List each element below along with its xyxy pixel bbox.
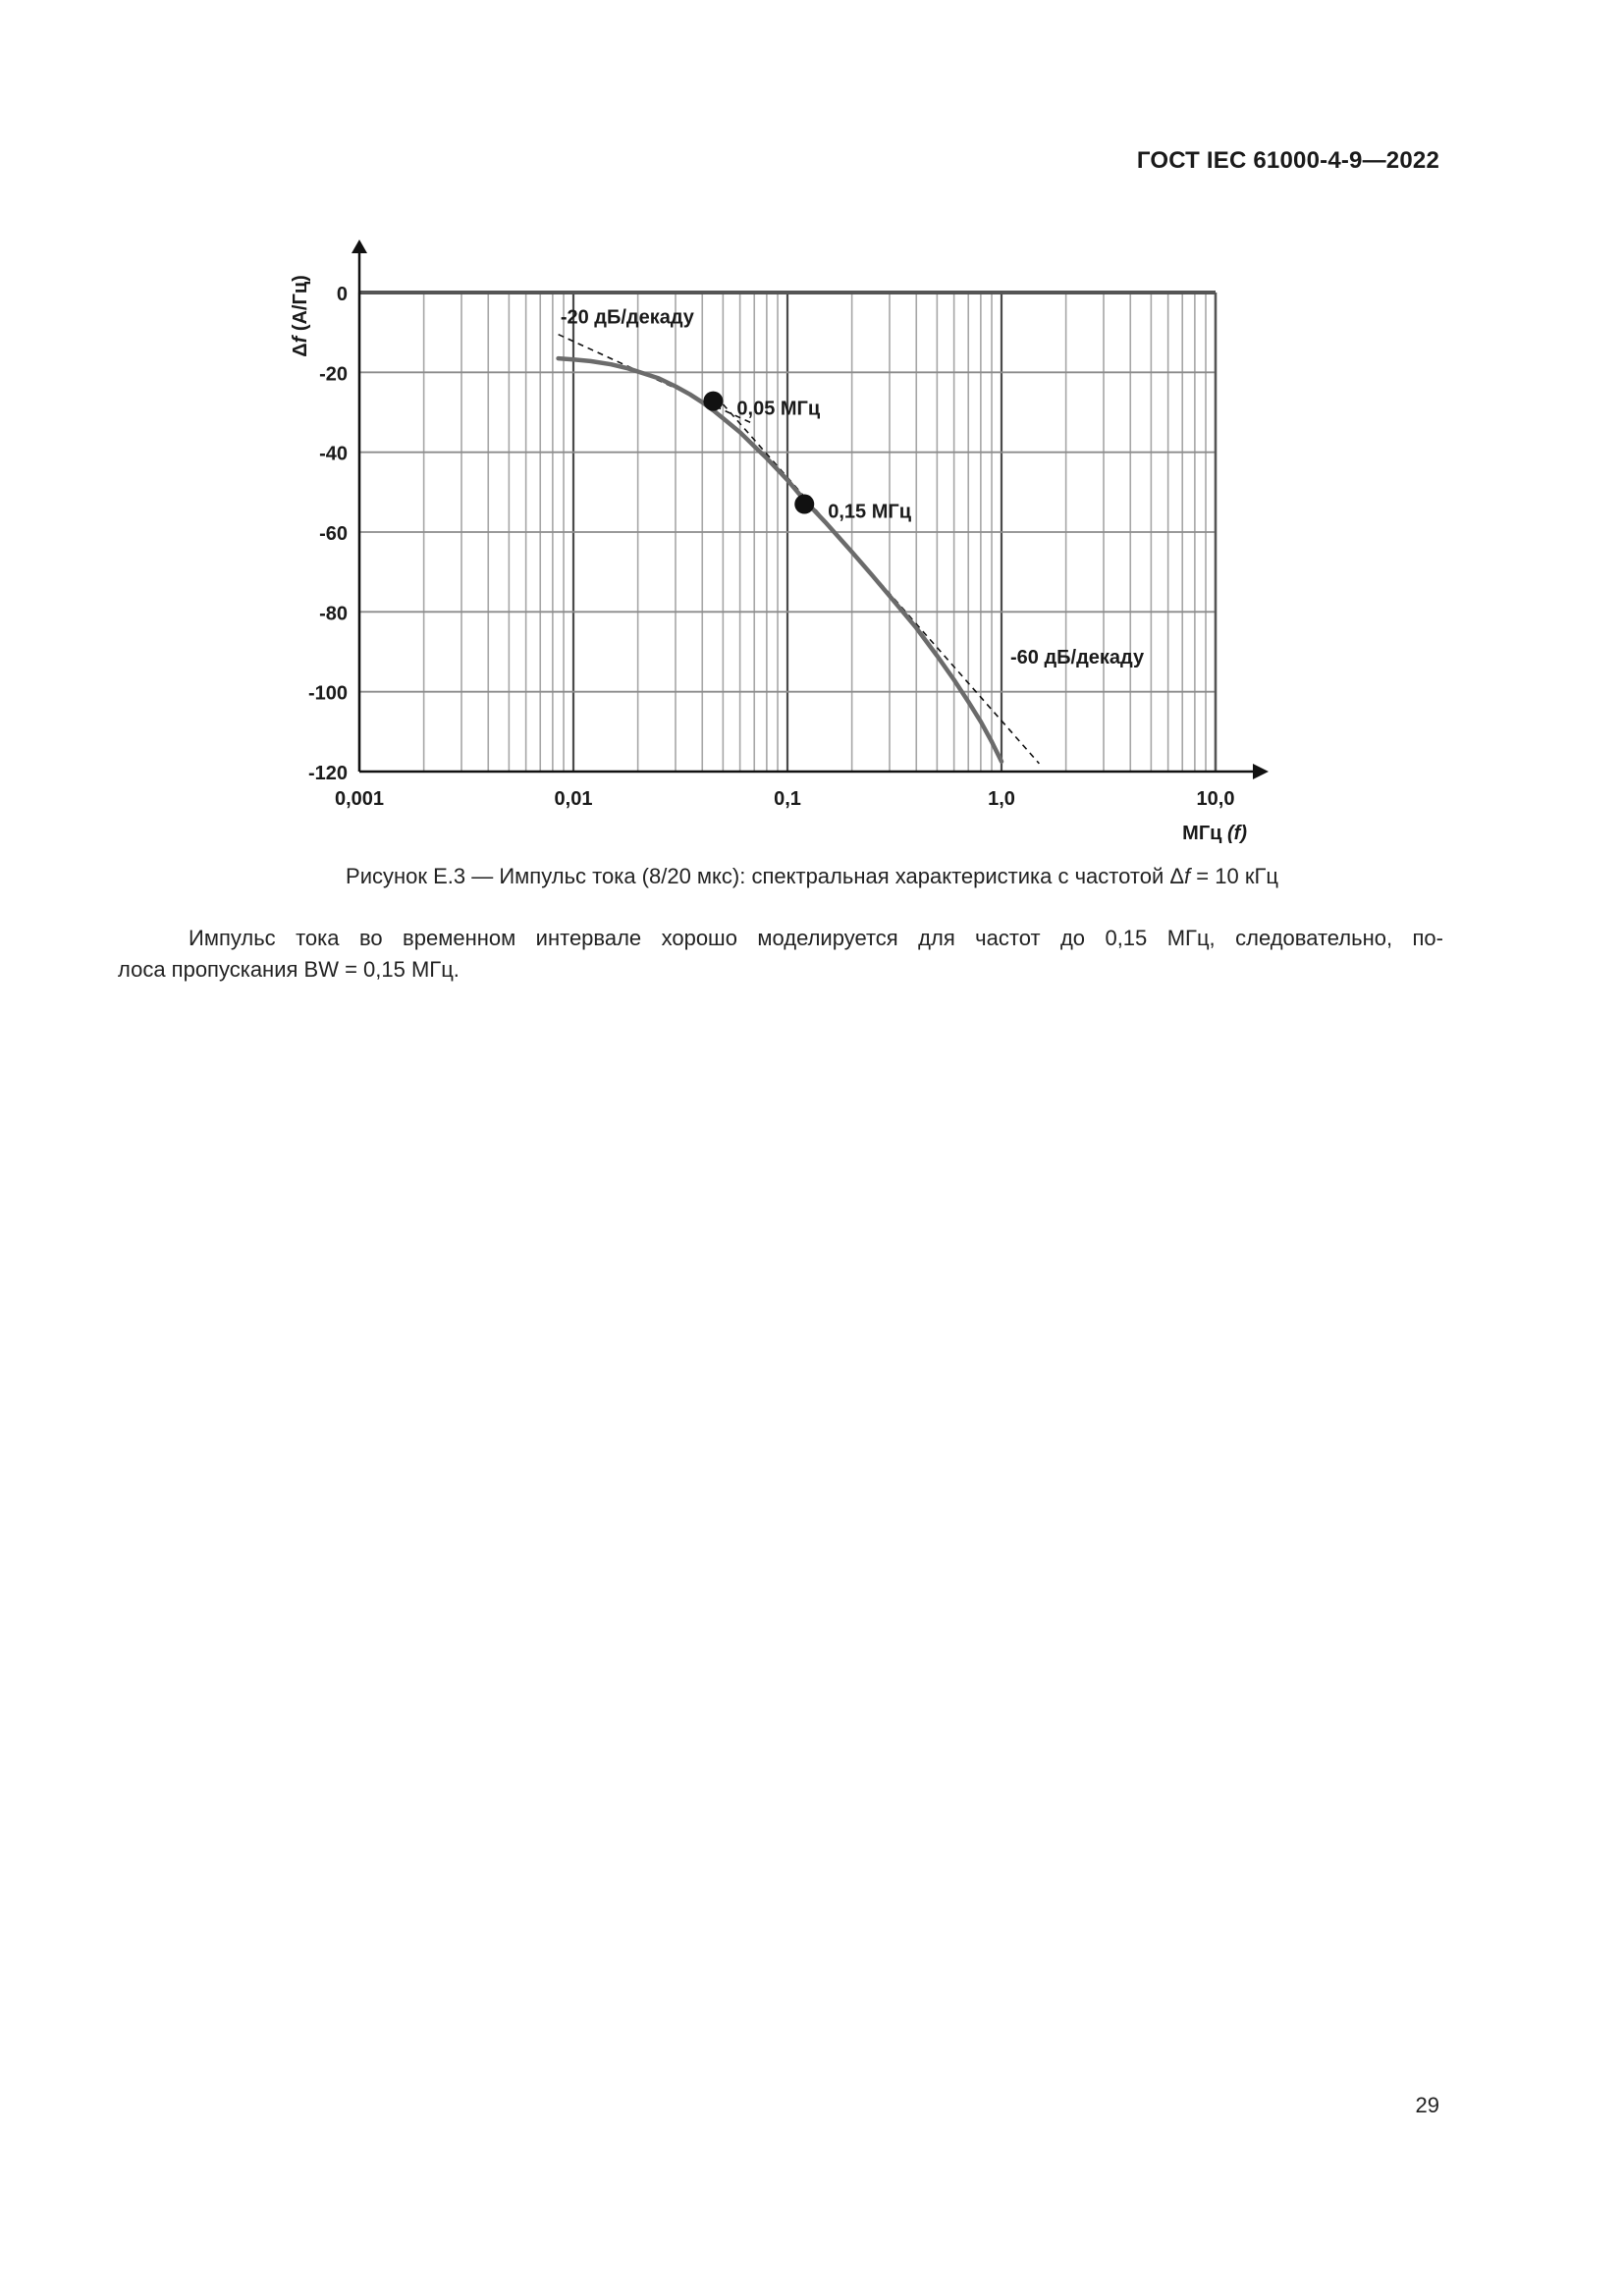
y-tick-label: 0 xyxy=(336,284,348,305)
caption-delta: Δ xyxy=(1169,864,1185,888)
marker-point xyxy=(703,392,723,411)
x-tick-label: 1,0 xyxy=(988,788,1015,810)
caption-suffix: = 10 кГц xyxy=(1190,864,1278,888)
y-tick-label: -20 xyxy=(319,363,348,386)
caption-var: f xyxy=(1184,864,1191,888)
x-tick-label: 10,0 xyxy=(1196,788,1235,810)
y-axis-arrow xyxy=(352,240,367,253)
x-tick-label: 0,001 xyxy=(334,788,385,810)
marker-label: 0,15 МГц xyxy=(828,501,912,523)
y-tick-label: -80 xyxy=(319,603,348,625)
body-paragraph xyxy=(118,923,1443,986)
y-tick-label: -60 xyxy=(319,523,348,545)
document-header: ГОСТ IEC 61000-4-9—2022 xyxy=(1136,147,1439,174)
figure-caption xyxy=(0,864,1624,889)
x-tick-label: 0,01 xyxy=(554,788,593,810)
x-axis-arrow xyxy=(1253,764,1269,779)
y-tick-label: -40 xyxy=(319,443,348,465)
spectrum-chart xyxy=(0,0,1624,864)
x-axis-label: МГц (f) xyxy=(1182,823,1247,844)
y-axis-label: Δf (А/Гц) xyxy=(290,275,311,357)
y-tick-label: -100 xyxy=(307,682,348,705)
page-number: 29 xyxy=(1415,2093,1439,2117)
y-tick-label: -120 xyxy=(307,763,348,784)
slope-annotation: -20 дБ/декаду xyxy=(560,306,694,329)
body-line-1: Импульс тока во временном интервале хорошо моделируется для частот до 0,15 МГц, следовательно, по- xyxy=(189,926,1443,950)
slope-annotation: -60 дБ/декаду xyxy=(1010,647,1145,669)
body-line-2: лоса пропускания BW = 0,15 МГц. xyxy=(118,957,460,982)
marker-point xyxy=(794,495,814,514)
marker-label: 0,05 МГц xyxy=(736,398,821,420)
caption-prefix: Рисунок Е.3 — Импульс тока (8/20 мкс): спектральная характеристика с частотой xyxy=(346,864,1170,888)
x-tick-label: 0,1 xyxy=(774,788,801,810)
